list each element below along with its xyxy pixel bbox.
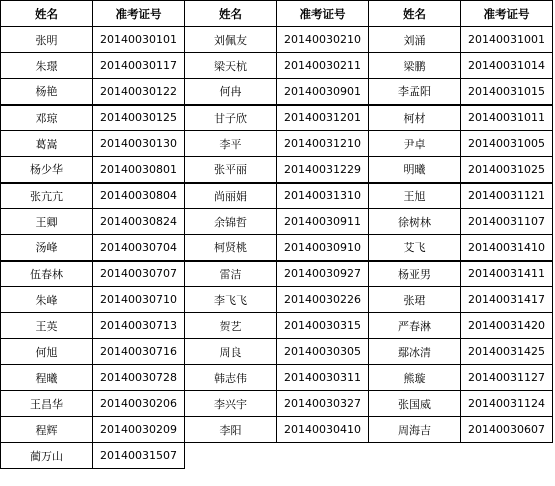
exam-id-cell: 20140030315 bbox=[277, 313, 369, 339]
exam-id-cell: 20140030910 bbox=[277, 235, 369, 261]
exam-id-cell: 20140030824 bbox=[93, 209, 185, 235]
exam-id-cell: 20140030226 bbox=[277, 287, 369, 313]
name-cell: 雷洁 bbox=[185, 261, 277, 287]
exam-id-cell: 20140031014 bbox=[461, 53, 553, 79]
exam-id-cell: 20140030804 bbox=[93, 183, 185, 209]
name-cell: 周海吉 bbox=[369, 417, 461, 443]
exam-id-cell: 20140030305 bbox=[277, 339, 369, 365]
exam-id-cell: 20140031425 bbox=[461, 339, 553, 365]
name-cell: 朱峰 bbox=[1, 287, 93, 313]
table-row bbox=[1, 417, 553, 443]
table-row bbox=[1, 235, 553, 261]
name-cell: 王昌华 bbox=[1, 391, 93, 417]
exam-id-cell: 20140030209 bbox=[93, 417, 185, 443]
name-cell: 张国威 bbox=[369, 391, 461, 417]
name-cell: 朱璟 bbox=[1, 53, 93, 79]
exam-id-cell bbox=[461, 443, 553, 469]
exam-id-cell: 20140030117 bbox=[93, 53, 185, 79]
name-cell: 李平 bbox=[185, 131, 277, 157]
exam-id-cell: 20140031015 bbox=[461, 79, 553, 105]
name-cell: 明曦 bbox=[369, 157, 461, 183]
exam-id-cell: 20140030211 bbox=[277, 53, 369, 79]
name-cell: 何冉 bbox=[185, 79, 277, 105]
name-cell bbox=[185, 443, 277, 469]
name-cell: 严春淋 bbox=[369, 313, 461, 339]
name-cell: 张珺 bbox=[369, 287, 461, 313]
table-row bbox=[1, 183, 553, 209]
table-row bbox=[1, 79, 553, 105]
exam-id-cell: 20140031201 bbox=[277, 105, 369, 131]
table-row bbox=[1, 131, 553, 157]
exam-id-cell: 20140030901 bbox=[277, 79, 369, 105]
name-cell: 柯贤桃 bbox=[185, 235, 277, 261]
name-cell: 梁鹏 bbox=[369, 53, 461, 79]
name-cell: 杨亚男 bbox=[369, 261, 461, 287]
exam-id-cell: 20140031011 bbox=[461, 105, 553, 131]
exam-id-cell: 20140030410 bbox=[277, 417, 369, 443]
table-row bbox=[1, 53, 553, 79]
header-id-col-3: 准考证号 bbox=[461, 1, 553, 27]
name-cell: 王卿 bbox=[1, 209, 93, 235]
name-cell: 熊璇 bbox=[369, 365, 461, 391]
name-cell: 李孟阳 bbox=[369, 79, 461, 105]
name-cell: 刘涌 bbox=[369, 27, 461, 53]
name-cell: 贺艺 bbox=[185, 313, 277, 339]
name-cell bbox=[369, 443, 461, 469]
exam-id-cell: 20140030327 bbox=[277, 391, 369, 417]
name-cell: 鄢冰清 bbox=[369, 339, 461, 365]
name-cell: 王旭 bbox=[369, 183, 461, 209]
exam-id-cell: 20140030716 bbox=[93, 339, 185, 365]
name-cell: 杨少华 bbox=[1, 157, 93, 183]
exam-id-cell: 20140031410 bbox=[461, 235, 553, 261]
exam-id-cell: 20140031107 bbox=[461, 209, 553, 235]
exam-id-cell bbox=[277, 443, 369, 469]
exam-id-cell: 20140030130 bbox=[93, 131, 185, 157]
exam-id-cell: 20140031310 bbox=[277, 183, 369, 209]
name-cell: 张亢亢 bbox=[1, 183, 93, 209]
exam-id-cell: 20140031127 bbox=[461, 365, 553, 391]
name-cell: 葛嵩 bbox=[1, 131, 93, 157]
table-row bbox=[1, 313, 553, 339]
exam-id-cell: 20140031025 bbox=[461, 157, 553, 183]
table-row bbox=[1, 365, 553, 391]
exam-id-cell: 20140031229 bbox=[277, 157, 369, 183]
name-cell: 柯材 bbox=[369, 105, 461, 131]
exam-id-cell: 20140031005 bbox=[461, 131, 553, 157]
name-cell: 程曦 bbox=[1, 365, 93, 391]
exam-id-cell: 20140031411 bbox=[461, 261, 553, 287]
name-cell: 张平丽 bbox=[185, 157, 277, 183]
header-name-col-2: 姓名 bbox=[185, 1, 277, 27]
table-row bbox=[1, 391, 553, 417]
exam-id-cell: 20140030122 bbox=[93, 79, 185, 105]
header-name-col-1: 姓名 bbox=[1, 1, 93, 27]
exam-id-cell: 20140030704 bbox=[93, 235, 185, 261]
table-row bbox=[1, 105, 553, 131]
exam-id-cell: 20140030607 bbox=[461, 417, 553, 443]
exam-id-cell: 20140030210 bbox=[277, 27, 369, 53]
name-cell: 伍春林 bbox=[1, 261, 93, 287]
name-cell: 尹卓 bbox=[369, 131, 461, 157]
name-cell: 艾飞 bbox=[369, 235, 461, 261]
roster-body bbox=[1, 27, 553, 469]
table-row bbox=[1, 287, 553, 313]
exam-id-cell: 20140031124 bbox=[461, 391, 553, 417]
name-cell: 张明 bbox=[1, 27, 93, 53]
exam-id-cell: 20140030801 bbox=[93, 157, 185, 183]
table-row bbox=[1, 339, 553, 365]
exam-id-cell: 20140030125 bbox=[93, 105, 185, 131]
table-row bbox=[1, 157, 553, 183]
name-cell: 李兴宇 bbox=[185, 391, 277, 417]
table-row bbox=[1, 209, 553, 235]
name-cell: 李阳 bbox=[185, 417, 277, 443]
exam-id-cell: 20140030101 bbox=[93, 27, 185, 53]
name-cell: 周良 bbox=[185, 339, 277, 365]
name-cell: 王英 bbox=[1, 313, 93, 339]
name-cell: 甘子欣 bbox=[185, 105, 277, 131]
header-name-col-3: 姓名 bbox=[369, 1, 461, 27]
name-cell: 汤峰 bbox=[1, 235, 93, 261]
exam-id-cell: 20140031507 bbox=[93, 443, 185, 469]
header-row bbox=[1, 1, 553, 27]
name-cell: 尚丽娟 bbox=[185, 183, 277, 209]
exam-id-cell: 20140030311 bbox=[277, 365, 369, 391]
exam-id-cell: 20140030927 bbox=[277, 261, 369, 287]
name-cell: 邓琼 bbox=[1, 105, 93, 131]
table-row bbox=[1, 261, 553, 287]
header-id-col-1: 准考证号 bbox=[93, 1, 185, 27]
name-cell: 蔺万山 bbox=[1, 443, 93, 469]
name-cell: 李飞飞 bbox=[185, 287, 277, 313]
name-cell: 何旭 bbox=[1, 339, 93, 365]
exam-id-cell: 20140030713 bbox=[93, 313, 185, 339]
exam-id-cell: 20140031210 bbox=[277, 131, 369, 157]
name-cell: 余锦哲 bbox=[185, 209, 277, 235]
name-cell: 刘佩友 bbox=[185, 27, 277, 53]
exam-id-cell: 20140031417 bbox=[461, 287, 553, 313]
exam-id-cell: 20140030728 bbox=[93, 365, 185, 391]
table-row bbox=[1, 443, 553, 469]
name-cell: 徐树林 bbox=[369, 209, 461, 235]
exam-id-cell: 20140030206 bbox=[93, 391, 185, 417]
exam-id-cell: 20140031121 bbox=[461, 183, 553, 209]
exam-id-cell: 20140031420 bbox=[461, 313, 553, 339]
table-row bbox=[1, 27, 553, 53]
header-id-col-2: 准考证号 bbox=[277, 1, 369, 27]
exam-id-cell: 20140031001 bbox=[461, 27, 553, 53]
exam-id-cell: 20140030710 bbox=[93, 287, 185, 313]
name-cell: 梁天杭 bbox=[185, 53, 277, 79]
name-cell: 韩志伟 bbox=[185, 365, 277, 391]
name-cell: 杨艳 bbox=[1, 79, 93, 105]
exam-id-cell: 20140030707 bbox=[93, 261, 185, 287]
exam-id-cell: 20140030911 bbox=[277, 209, 369, 235]
name-cell: 程辉 bbox=[1, 417, 93, 443]
